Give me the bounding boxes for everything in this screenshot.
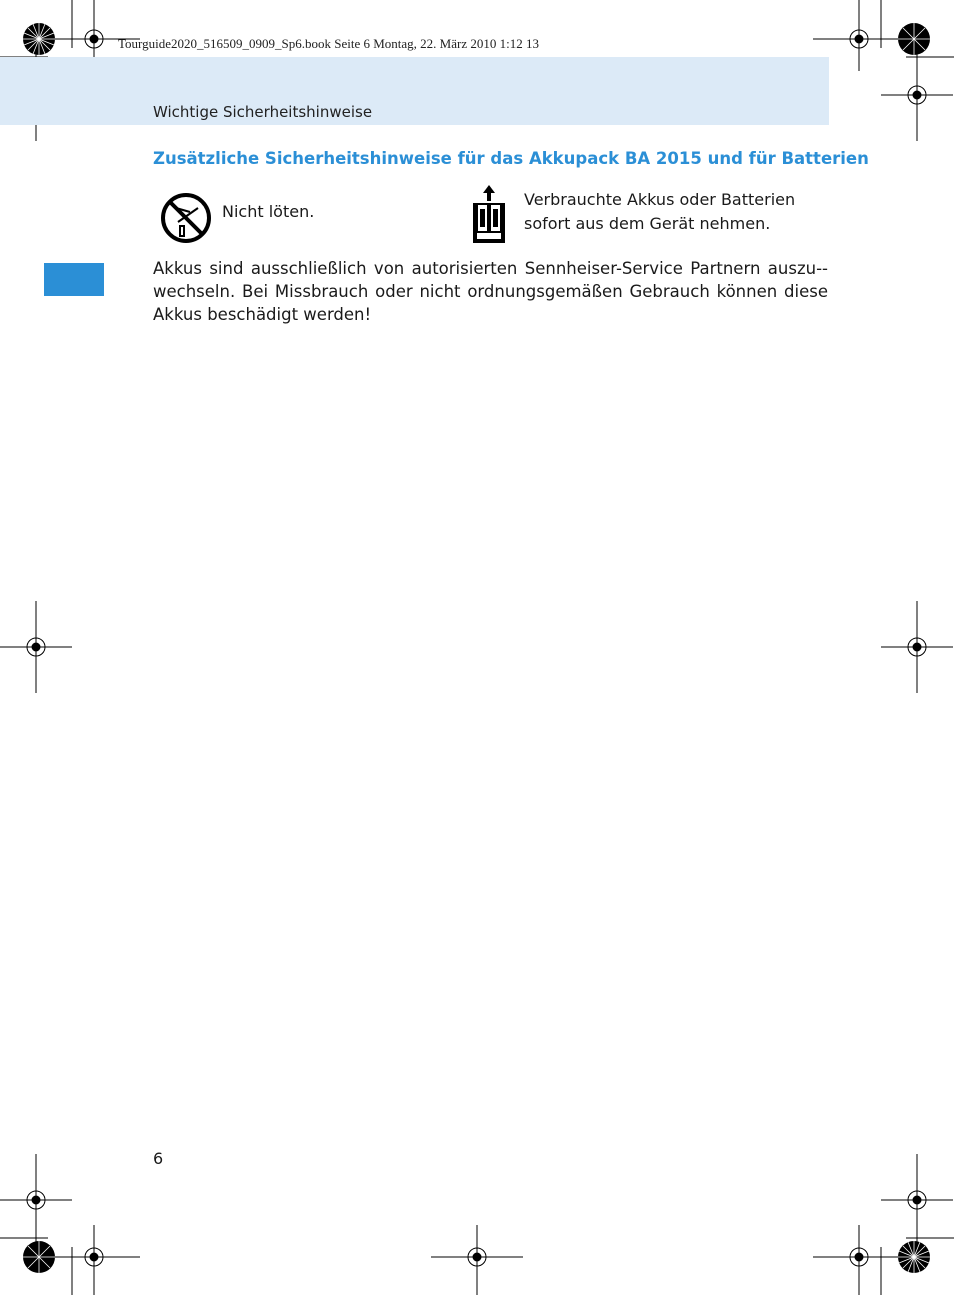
section-title: Wichtige Sicherheitshinweise (153, 103, 373, 121)
notice-no-soldering: Nicht löten. (222, 202, 315, 221)
print-info: Tourguide2020_516509_0909_Sp6.book Seite 6 Montag, 22. März 2010 1:12 13 (118, 36, 539, 51)
page-heading: Zusätzliche Sicherheitshinweise für das Akkupack BA 2015 und für Batterien (153, 149, 869, 168)
body-paragraph: Akkus sind ausschließlich von autorisierten Sennheiser-Service Partnern auszu-wechseln. Bei Missbrauch oder nicht ordnungsgemäßen Gebrauch können diese Akkus beschädigt werden! (153, 259, 828, 324)
notice-remove-batteries: Verbrauchte Akkus oder Batterien sofort aus dem Gerät nehmen. (524, 190, 796, 233)
no-soldering-icon (160, 192, 212, 244)
page-number: 6 (153, 1149, 164, 1168)
chapter-tab-marker (44, 263, 104, 296)
header-band (0, 57, 829, 125)
remove-battery-icon (470, 185, 508, 243)
